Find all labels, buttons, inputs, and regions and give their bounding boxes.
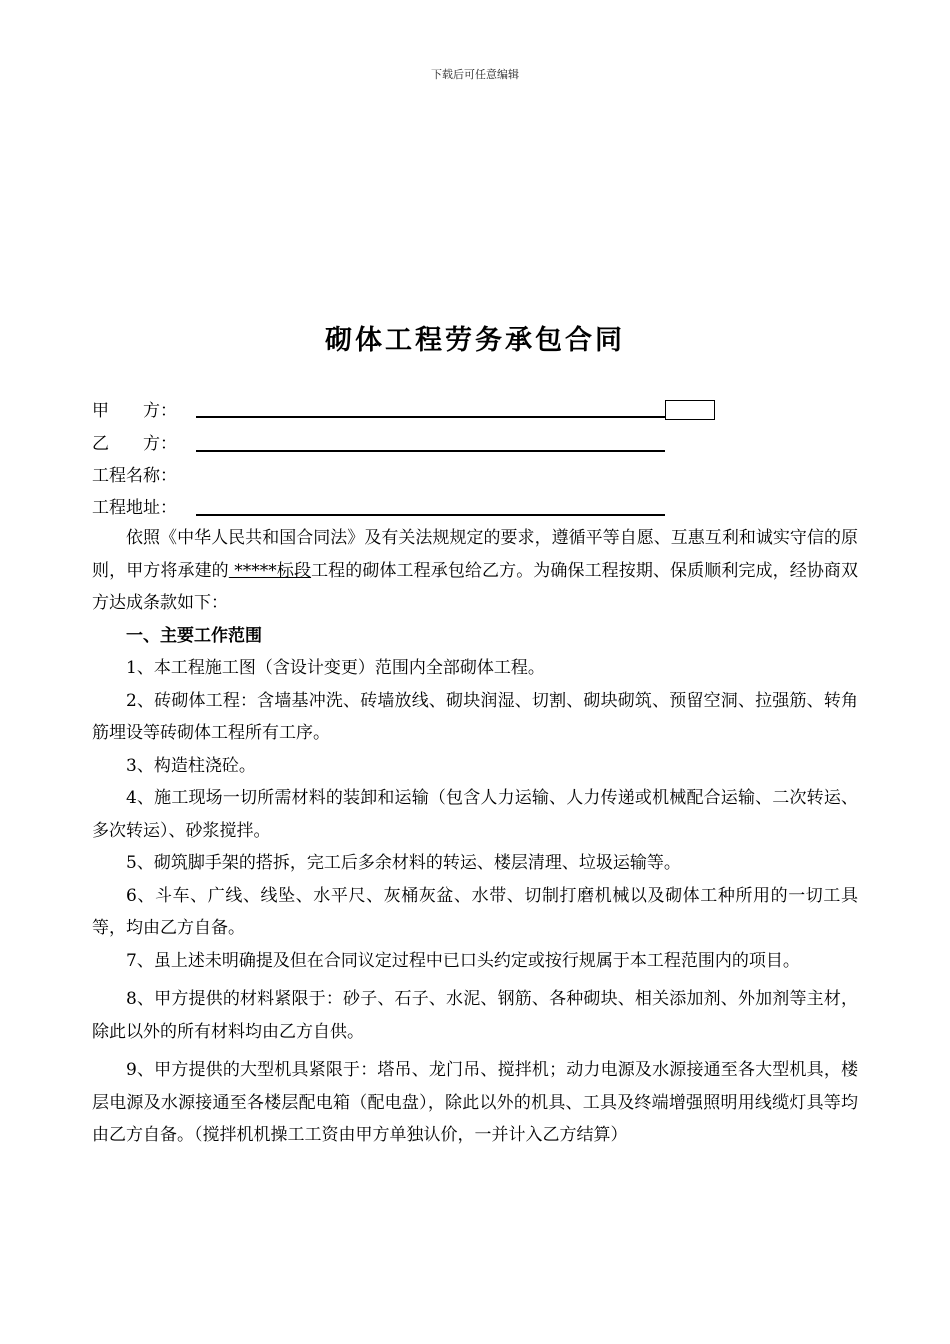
intro-paragraph — [92, 522, 858, 620]
document-title: 砌体工程劳务承包合同 — [325, 325, 625, 356]
scope-item-7: 7、虽上述未明确提及但在合同议定过程中已口头约定或按行规属于本工程范围内的项目。 — [126, 950, 800, 971]
party-a-input-line[interactable] — [196, 416, 665, 418]
section-heading-scope: 一、主要工作范围 — [126, 625, 262, 646]
party-a-box — [665, 400, 715, 420]
field-party-a — [92, 399, 190, 423]
scope-item-6: 6、斗车、广线、线坠、水平尺、灰桶灰盆、水带、切制打磨机械以及砌体工种所用的一切工具等，均由乙方自备。 — [92, 885, 858, 938]
scope-item-8: 8、甲方提供的材料紧限于：砂子、石子、水泥、钢筋、各种砌块、相关添加剂、外加剂等主材，除此以外的所有材料均由乙方自供。 — [92, 989, 858, 1042]
scope-item-4: 4、施工现场一切所需材料的装卸和运输（包含人力运输、人力传递或机械配合运输、二次转运、多次转运）、砂浆搅拌。 — [92, 788, 858, 841]
field-project-address-label: 工程地址： — [92, 498, 177, 518]
contract-body — [92, 522, 858, 1152]
field-project-address — [92, 496, 190, 520]
intro-part2: 工程的砌体工程承包给乙方。为确保工程按期、保质顺利完成，经协商双方达成条款如下： — [92, 560, 859, 613]
field-project-name-label: 工程名称： — [92, 466, 177, 486]
section-reference: *****标段 — [228, 560, 312, 581]
field-party-b-label: 乙 方： — [92, 434, 177, 454]
scope-item-1: 1、本工程施工图（含设计变更）范围内全部砌体工程。 — [126, 658, 545, 678]
scope-item-5: 5、砌筑脚手架的搭拆，完工后多余材料的转运、楼层清理、垃圾运输等。 — [126, 853, 681, 873]
scope-item-9: 9、甲方提供的大型机具紧限于：塔吊、龙门吊、搅拌机；动力电源及水源接通至各大型机具，楼层电源及水源接通至各楼层配电箱（配电盘），除此以外的机具、工具及终端增强照明用线缆灯具等均由乙方自备。（搅拌机机操工工资由甲方单独认价，一并计入乙方结算） — [92, 1060, 858, 1145]
party-b-input-line[interactable] — [196, 450, 665, 452]
project-address-input-line[interactable] — [196, 514, 665, 516]
header-note: 下载后可任意编辑 — [431, 68, 519, 81]
scope-item-3: 3、构造柱浇砼。 — [126, 755, 256, 776]
field-party-b — [92, 432, 190, 456]
intro-part1: 依照《中华人民共和国合同法》及有关法规规定的要求，遵循平等自愿、互惠互利和诚实守信的原则，甲方将承建的 — [92, 528, 858, 581]
field-party-a-label: 甲 方： — [92, 401, 177, 421]
scope-item-2: 2、砖砌体工程：含墙基冲洗、砖墙放线、砌块润湿、切割、砌块砌筑、预留空洞、拉强筋、转角筋埋设等砖砌体工程所有工序。 — [92, 690, 858, 743]
field-project-name — [92, 464, 190, 488]
